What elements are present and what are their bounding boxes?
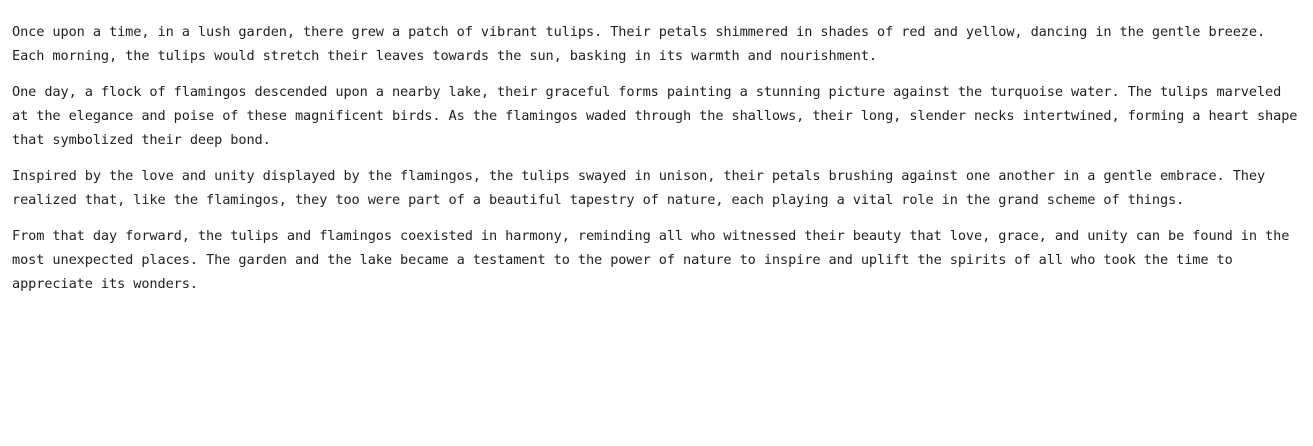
story-text xyxy=(12,20,1302,308)
story-paragraph-1: Once upon a time, in a lush garden, there grew a patch of vibrant tulips. Their petals shimmered in shades of red and yellow, dancing in the gentle breeze. Each morning, the tulips would stretch their leaves towards the sun, basking in its warmth and nourishment. xyxy=(12,24,1266,64)
story-paragraph-3: Inspired by the love and unity displayed by the flamingos, the tulips swayed in unison, their petals brushing against one another in a gentle embrace. They realized that, like the flamingos, they too were part of a beautiful tapestry of nature, each playing a vital role in the grand scheme of things. xyxy=(12,168,1266,208)
story-paragraph-2: One day, a flock of flamingos descended upon a nearby lake, their graceful forms painting a stunning picture against the turquoise water. The tulips marveled at the elegance and poise of these magnificent birds. As the flamingos waded through the shallows, their long, slender necks intertwined, forming a heart shape that symbolized their deep bond. xyxy=(12,84,1298,148)
story-paragraph-4: From that day forward, the tulips and flamingos coexisted in harmony, reminding all who witnessed their beauty that love, grace, and unity can be found in the most unexpected places. The garden and the lake became a testament to the power of nature to inspire and uplift the spirits of all who took the time to appreciate its wonders. xyxy=(12,228,1290,292)
